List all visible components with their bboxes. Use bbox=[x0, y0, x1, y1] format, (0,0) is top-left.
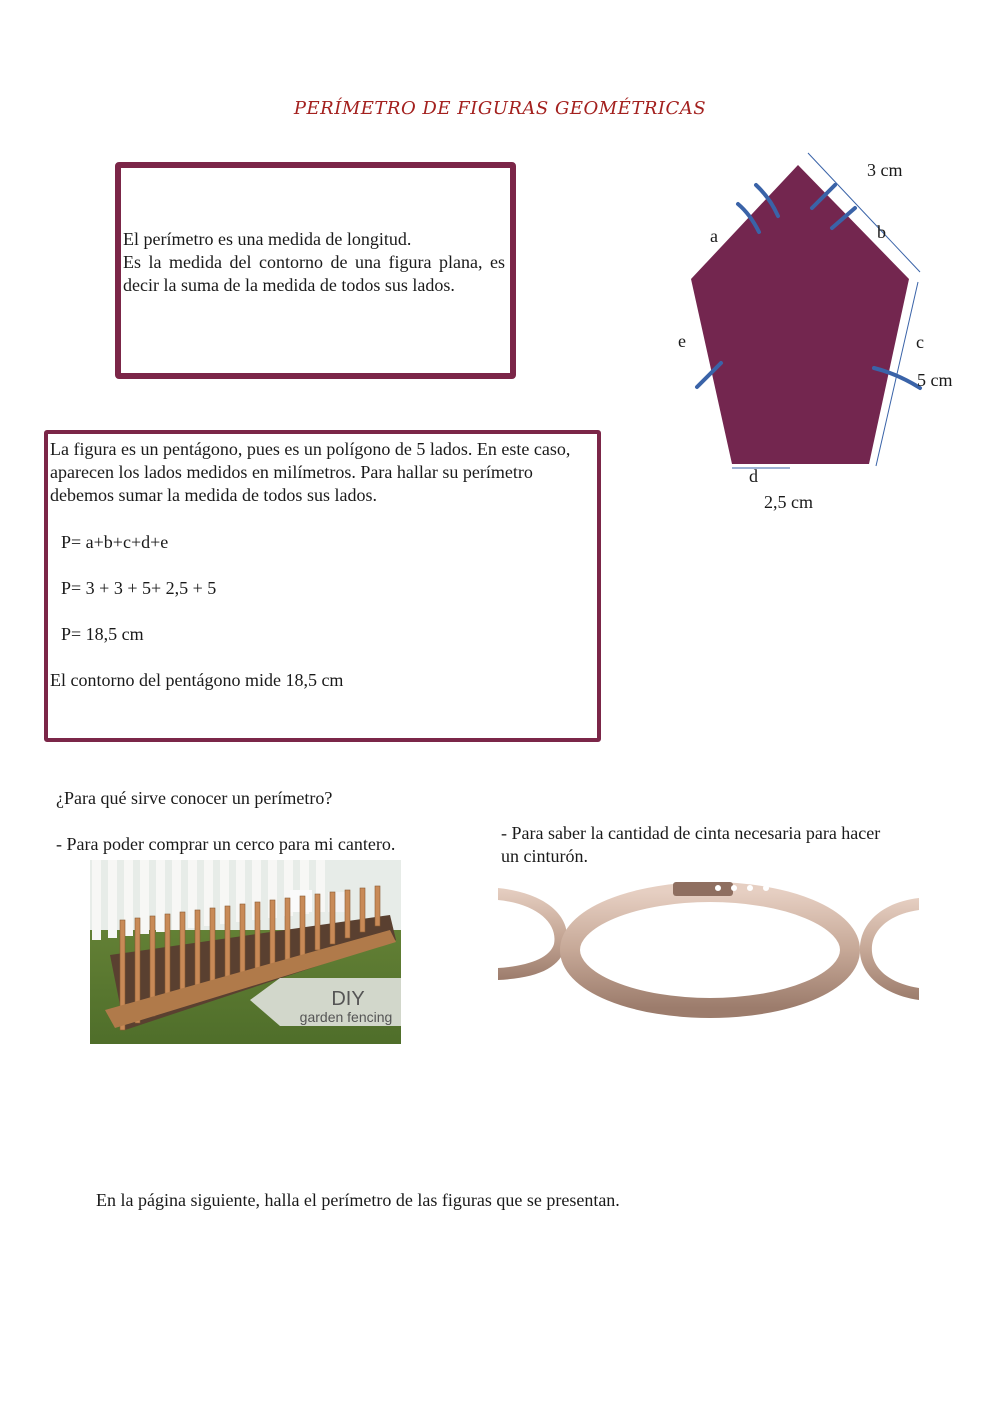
label-b: b bbox=[877, 222, 886, 242]
definition-line-1: El perímetro es una medida de longitud. bbox=[123, 229, 412, 249]
label-d: d bbox=[749, 466, 758, 486]
uses-question: ¿Para qué sirve conocer un perímetro? bbox=[56, 788, 333, 808]
pentagon-figure bbox=[660, 150, 980, 520]
explanation-conclusion: El contorno del pentágono mide 18,5 cm bbox=[50, 670, 344, 690]
label-a: a bbox=[710, 226, 718, 246]
label-bottom-measure: 2,5 cm bbox=[764, 492, 813, 512]
page-title: PERÍMETRO DE FIGURAS GEOMÉTRICAS bbox=[293, 98, 707, 119]
formula-substitution: P= 3 + 3 + 5+ 2,5 + 5 bbox=[61, 578, 217, 598]
use-fence-text: - Para poder comprar un cerco para mi cantero. bbox=[56, 834, 396, 854]
pentagon-shape bbox=[691, 165, 909, 464]
formula-result: P= 18,5 cm bbox=[61, 624, 144, 644]
fence-caption-diy: DIY bbox=[331, 988, 365, 1010]
use-belt-text: - Para saber la cantidad de cinta necesaria para hacer un cinturón. bbox=[501, 823, 881, 866]
explanation-box bbox=[44, 430, 601, 742]
label-top-measure: 3 cm bbox=[867, 160, 903, 180]
label-c: c bbox=[916, 332, 924, 352]
garden-fence-photo bbox=[90, 860, 401, 1044]
definition-line-2: Es la medida del contorno de una figura plana, es decir la suma de la medida de todos sus lados. bbox=[123, 252, 505, 295]
belt-photo bbox=[498, 878, 919, 1060]
label-right-measure: 5 cm bbox=[917, 370, 953, 390]
label-e: e bbox=[678, 331, 686, 351]
formula-general: P= a+b+c+d+e bbox=[61, 532, 169, 552]
explanation-intro: La figura es un pentágono, pues es un polígono de 5 lados. En este caso, aparecen los lados medidos en milímetros. Para hallar su perímetro debemos sumar la medida de todos sus lados. bbox=[50, 439, 571, 505]
definition-box bbox=[115, 162, 516, 379]
footer-instruction: En la página siguiente, halla el perímetro de las figuras que se presentan. bbox=[96, 1190, 620, 1210]
fence-caption-garden: garden fencing bbox=[299, 1009, 393, 1025]
definition-text bbox=[123, 228, 505, 297]
